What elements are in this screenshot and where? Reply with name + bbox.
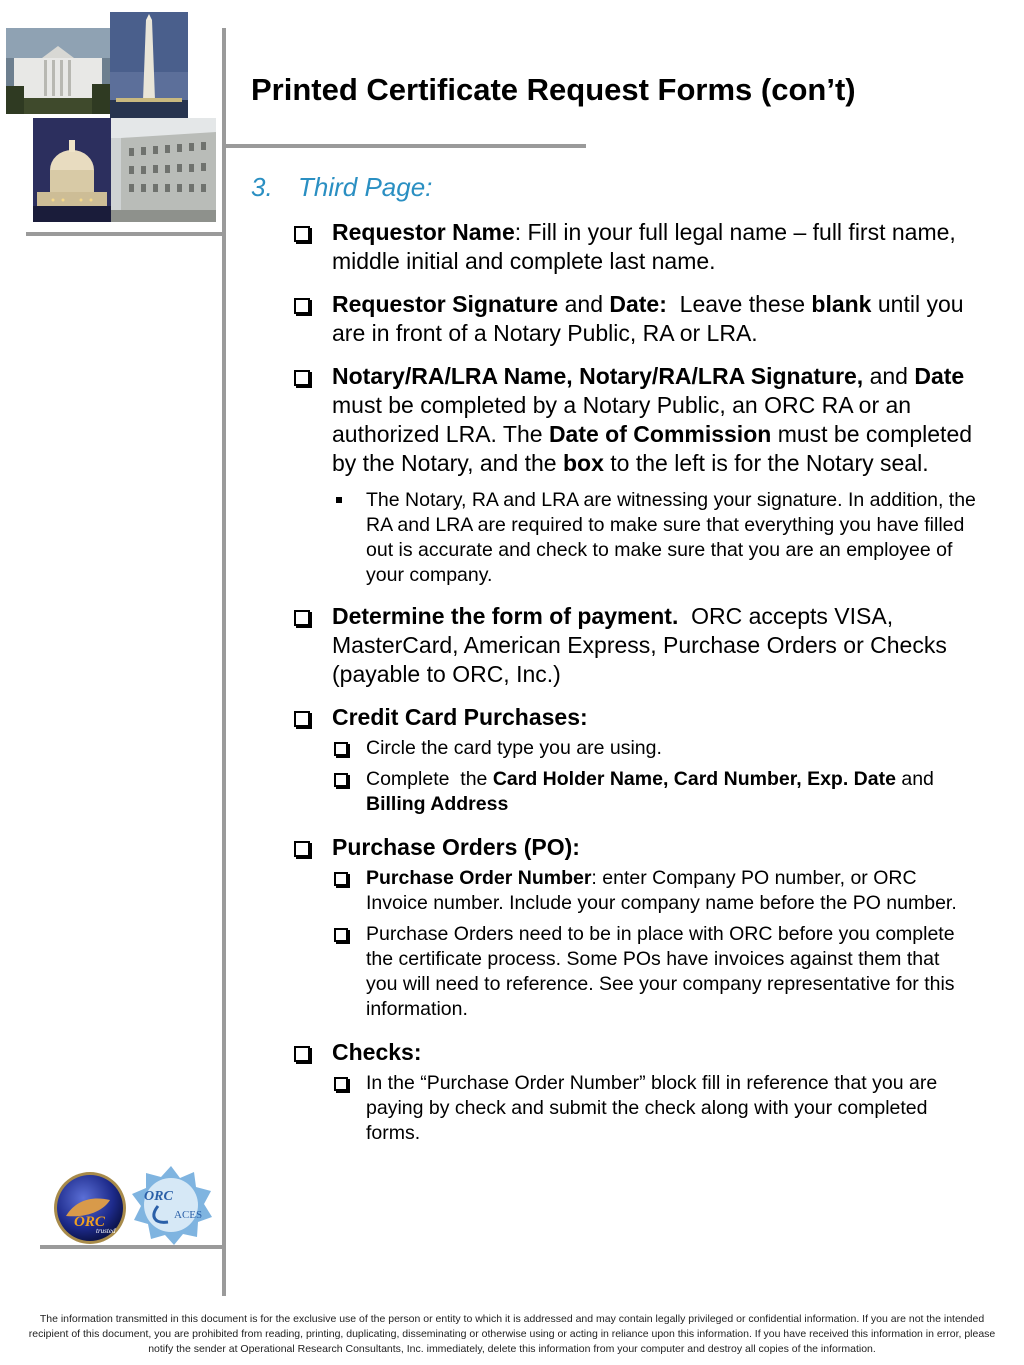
square-bullet-icon xyxy=(336,497,342,503)
orc-logo-tagline: trusted xyxy=(96,1227,116,1235)
term: Determine the form of payment. xyxy=(332,603,679,629)
term: Date of Commission xyxy=(548,421,772,447)
list-subitem-notary-note xyxy=(332,488,984,588)
term: blank xyxy=(811,291,872,317)
note-text: The Notary, RA and LRA are witnessing your signature. In addition, the RA and LRA are required to make sure that everything you have filled out is accurate and check to make sure that you are an employee of your company. xyxy=(366,489,976,586)
text: and xyxy=(895,768,934,790)
section-label: Third Page: xyxy=(298,172,433,202)
checkbox-bullet-icon xyxy=(294,610,310,626)
text: : enter Company PO number, or ORC Invoice number. Include your company name before the PO number. xyxy=(366,867,957,914)
term: Notary/RA/LRA Name, Notary/RA/LRA Signature, xyxy=(332,363,864,389)
checkbox-bullet-icon xyxy=(294,1046,310,1062)
text: must be completed by the Notary, and the xyxy=(332,421,973,476)
term: Purchase Orders (PO): xyxy=(332,834,580,860)
term: Card Holder Name, Card Number, Exp. Date xyxy=(492,768,896,790)
orc-aces-logo xyxy=(128,1164,214,1246)
term: Date: xyxy=(609,291,667,317)
list-item-notary xyxy=(290,362,990,478)
term: box xyxy=(563,450,604,476)
list-subitem-check-reference xyxy=(332,1071,966,1146)
checkbox-bullet-icon xyxy=(334,1077,348,1091)
header-rule xyxy=(222,144,586,148)
list-subitem-po-number xyxy=(332,866,966,916)
list-subitem-card-type xyxy=(332,736,990,761)
checkbox-bullet-icon xyxy=(334,742,348,756)
text: In the “Purchase Order Number” block fill in reference that you are paying by check and submit the check along with your completed forms. xyxy=(366,1072,938,1144)
orc-trusted-logo xyxy=(52,1170,128,1246)
text: Purchase Orders need to be in place with ORC before you complete the certificate process. Some POs have invoices against them that you will need to reference. See your company representative for this information. xyxy=(366,923,955,1020)
checkbox-bullet-icon xyxy=(334,773,348,787)
text: Leave these xyxy=(666,291,812,317)
orc-logo-text: ORC xyxy=(74,1214,105,1230)
capitol-dome-photo xyxy=(33,118,111,222)
senate-building-photo xyxy=(111,118,216,222)
list-item-credit-card xyxy=(290,703,990,732)
description: : Fill in your full legal name – full first name, middle initial and complete last name. xyxy=(332,219,956,274)
list-subitem-po-in-place xyxy=(332,922,966,1022)
term: Requestor Name xyxy=(332,219,515,245)
confidentiality-footer: The information transmitted in this document is for the exclusive use of the person or entity to which it is addressed and may contain legally privileged or confidential information. If you are not the intended recipient of this document, you are prohibited from reading, printing, duplicating, disseminating or otherwise using or acting in reliance upon this information. If you have received this information in error, please notify the sender at Operational Research Consultants, Inc. immediately, delete this information from your computer and destroy all copies of the information. xyxy=(28,1313,996,1355)
list-item-requestor-name xyxy=(290,218,990,276)
aces-orc-text: ORC xyxy=(144,1189,173,1204)
instruction-list xyxy=(290,218,990,1152)
checkbox-bullet-icon xyxy=(294,841,310,857)
text: and xyxy=(863,363,915,389)
section-heading xyxy=(251,172,432,203)
term: Purchase Order Number xyxy=(366,867,592,889)
checkbox-bullet-icon xyxy=(334,928,348,942)
washington-monument-photo xyxy=(110,12,188,118)
list-item-payment xyxy=(290,602,990,689)
text: and xyxy=(558,291,610,317)
term: Credit Card Purchases: xyxy=(332,704,588,730)
text: Circle the card type you are using. xyxy=(366,737,662,759)
page-title: Printed Certificate Request Forms (con’t) xyxy=(251,72,856,107)
text: until you are in front of a Notary Public, RA or LRA. xyxy=(332,291,964,346)
checkbox-bullet-icon xyxy=(294,711,310,727)
term: Billing Address xyxy=(366,793,509,815)
text: Complete the xyxy=(366,768,493,790)
aces-text: ACES xyxy=(174,1209,203,1221)
term: Requestor Signature xyxy=(332,291,559,317)
checkbox-bullet-icon xyxy=(294,298,310,314)
photo-rule xyxy=(26,232,222,236)
checkbox-bullet-icon xyxy=(334,872,348,886)
vertical-rule xyxy=(222,28,226,1296)
checkbox-bullet-icon xyxy=(294,226,310,242)
checkbox-bullet-icon xyxy=(294,370,310,386)
section-number: 3. xyxy=(251,172,273,202)
list-subitem-card-details xyxy=(332,767,946,817)
list-item-purchase-orders xyxy=(290,833,990,862)
term: Checks: xyxy=(332,1039,422,1065)
list-item-checks xyxy=(290,1038,990,1067)
text: to the left is for the Notary seal. xyxy=(603,450,929,476)
list-item-requestor-signature xyxy=(290,290,990,348)
term: Date xyxy=(914,363,965,389)
text: ORC accepts VISA, MasterCard, American Express, Purchase Orders or Checks (payable to ORC, Inc.) xyxy=(332,603,954,687)
white-house-photo xyxy=(6,28,110,114)
text: must be completed by a Notary Public, an ORC RA or an authorized LRA. The xyxy=(332,392,912,447)
